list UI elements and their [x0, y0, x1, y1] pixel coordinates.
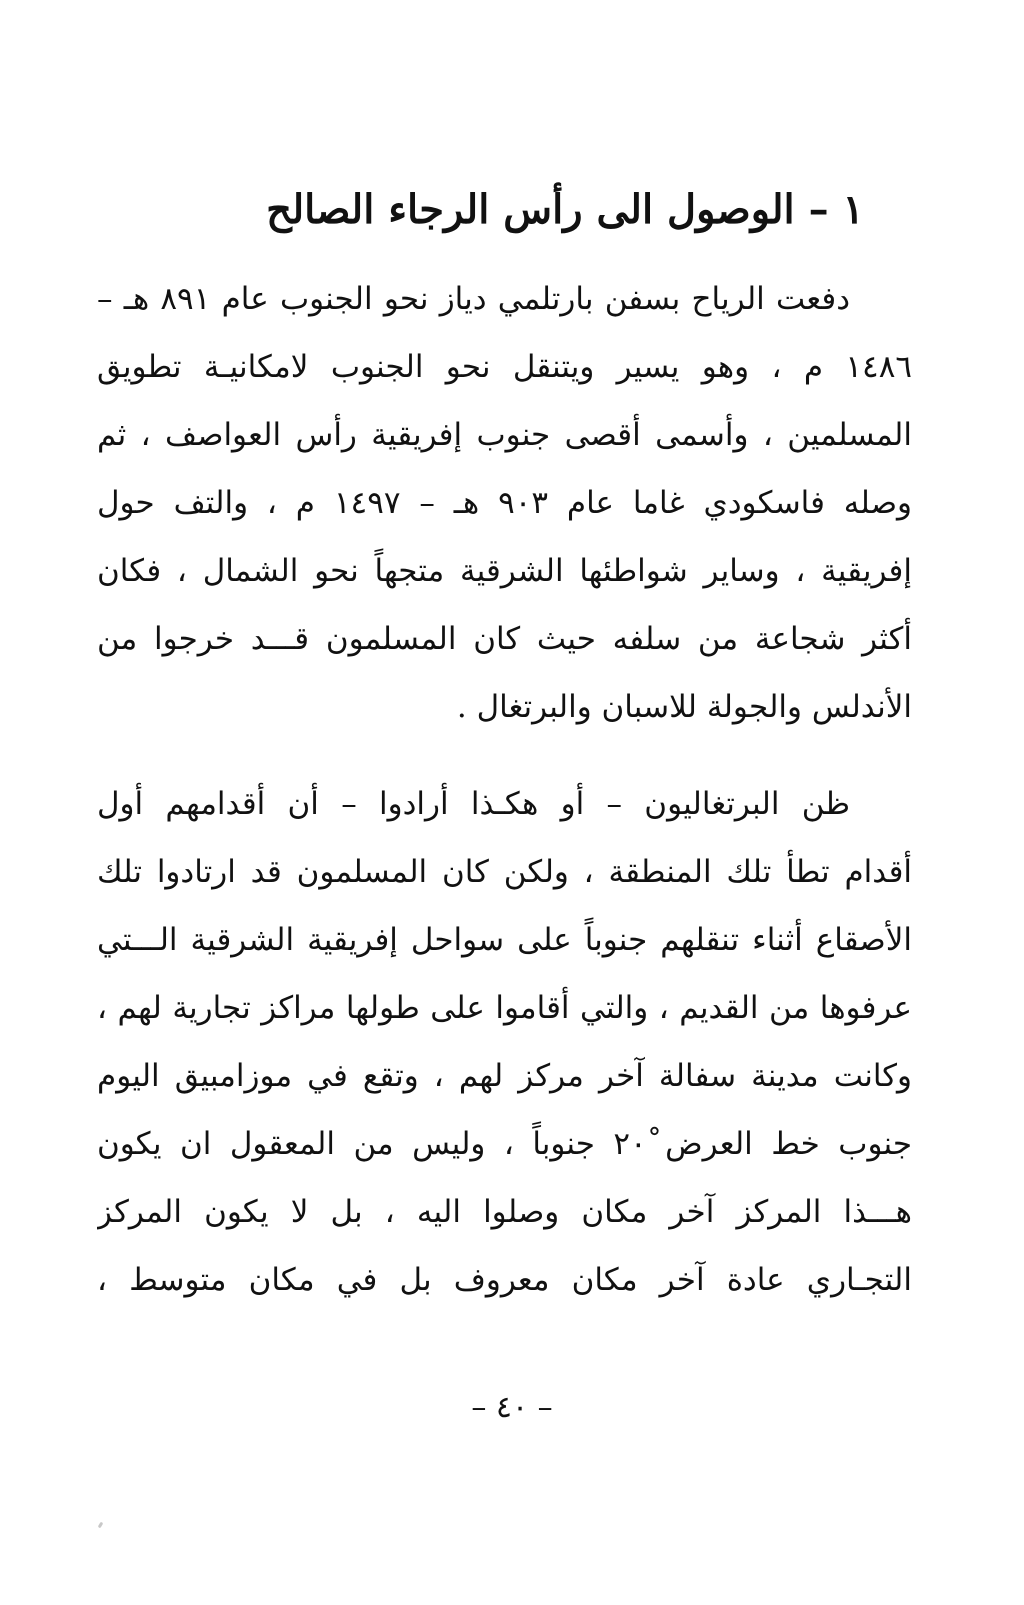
text-line: ظن البرتغاليون – أو هكـذا أرادوا – أن أقدامهم أول: [97, 786, 850, 822]
text-line: إفريقية ، وساير شواطئها الشرقية متجهاً نحو الشمال ، فكان: [97, 553, 912, 589]
text-line: وكانت مدينة سفالة آخر مركز لهم ، وتقع في موزامبيق اليوم: [97, 1058, 912, 1094]
paragraph-2: [97, 770, 912, 1314]
text-line: وصله فاسكودي غاما عام ٩٠٣ هـ – ١٤٩٧ م ، والتف حول: [97, 485, 912, 521]
text-line: أكثر شجاعة من سلفه حيث كان المسلمون قـــد خرجوا من: [97, 621, 912, 657]
scan-speck: [98, 1522, 104, 1529]
text-line: هـــذا المركز آخر مكان وصلوا اليه ، بل لا يكون المركز: [97, 1194, 912, 1230]
text-line: جنوب خط العرض ٢٠ْ جنوباً ، وليس من المعقول ان يكون: [97, 1126, 912, 1162]
text-line: المسلمين ، وأسمى أقصى جنوب إفريقية رأس العواصف ، ثم: [97, 417, 912, 453]
text-line: عرفوها من القديم ، والتي أقاموا على طولها مراكز تجارية لهم ،: [97, 990, 912, 1026]
text-line: الأندلس والجولة للاسبان والبرتغال .: [456, 689, 912, 725]
text-line: دفعت الرياح بسفن بارتلمي دياز نحو الجنوب عام ٨٩١ هـ –: [97, 281, 850, 317]
page-number: – ٤٠ –: [471, 1390, 553, 1425]
text-line: التجـاري عادة آخر مكان معروف بل في مكان متوسط ،: [97, 1262, 912, 1298]
text-line: أقدام تطأ تلك المنطقة ، ولكن كان المسلمون قد ارتادوا تلك: [97, 854, 912, 890]
section-heading: ١ – الوصول الى رأس الرجاء الصالح: [266, 186, 864, 233]
text-line: ١٤٨٦ م ، وهو يسير ويتنقل نحو الجنوب لامكانيـة تطويق: [97, 349, 912, 385]
text-line: الأصقاع أثناء تنقلهم جنوباً على سواحل إفريقية الشرقية الـــتي: [97, 922, 912, 958]
paragraph-1: [97, 265, 912, 741]
